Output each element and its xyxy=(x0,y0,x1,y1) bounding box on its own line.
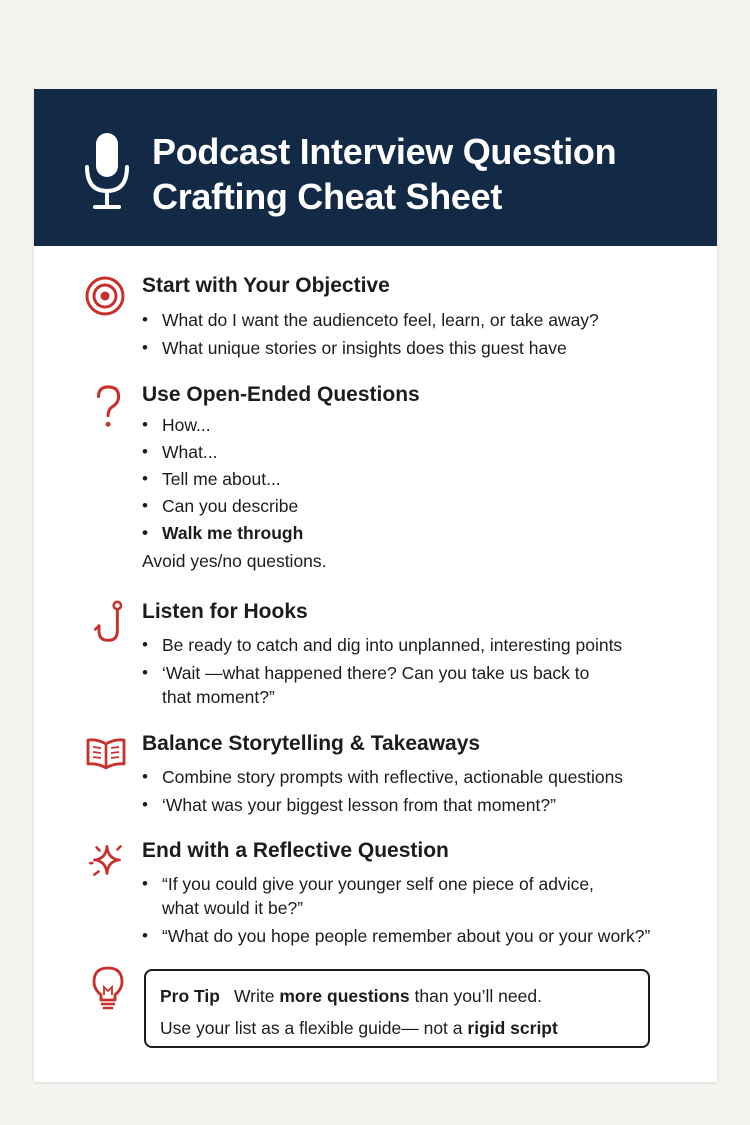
tip-emphasis: rigid script xyxy=(467,1018,558,1038)
list-item: • “If you could give your younger self one piece of advice, xyxy=(142,872,650,896)
list-item: • Walk me through xyxy=(142,521,303,548)
section-heading: Listen for Hooks xyxy=(142,600,308,623)
list-item-continuation: that moment?” xyxy=(162,687,275,707)
list-item: • What... xyxy=(142,440,303,467)
header-banner xyxy=(34,89,717,246)
bullet-list xyxy=(142,872,650,948)
list-item: • ‘What was your biggest lesson from that moment?” xyxy=(142,793,623,817)
section-heading: Balance Storytelling & Takeaways xyxy=(142,732,481,755)
list-item: • Combine story prompts with reflective, actionable questions xyxy=(142,765,623,789)
pro-tip-box xyxy=(144,969,650,1048)
section-note: Avoid yes/no questions. xyxy=(142,551,327,571)
cheat-sheet xyxy=(34,89,717,1082)
open-book-icon xyxy=(84,732,128,776)
question-mark-icon xyxy=(88,385,132,429)
title-line-1: Podcast Interview Question xyxy=(152,131,617,172)
bullet-list xyxy=(142,308,599,360)
tip-text: Use your list as a flexible guide— not a xyxy=(160,1018,468,1038)
section-heading: Use Open-Ended Questions xyxy=(142,383,420,406)
tip-text: than you’ll need. xyxy=(409,986,542,1006)
tip-line-1 xyxy=(160,986,542,1007)
sparkle-icon xyxy=(86,839,130,883)
list-item: • What do I want the audienceto feel, learn, or take away? xyxy=(142,308,599,332)
list-item: • What unique stories or insights does this guest have xyxy=(142,336,599,360)
list-item: • Tell me about... xyxy=(142,467,303,494)
page-title xyxy=(152,129,616,219)
tip-label: Pro Tip xyxy=(160,986,220,1006)
bullet-list xyxy=(142,633,622,709)
bullet-list xyxy=(142,765,623,817)
list-item-continuation: what would it be?” xyxy=(162,898,304,918)
list-item: • Be ready to catch and dig into unplanned, interesting points xyxy=(142,633,622,657)
list-item: • How... xyxy=(142,413,303,440)
list-item: • “What do you hope people remember about you or your work?” xyxy=(142,924,650,948)
fish-hook-icon xyxy=(88,600,132,644)
list-item: • ‘Wait —what happened there? Can you take us back to xyxy=(142,661,622,685)
title-line-2: Crafting Cheat Sheet xyxy=(152,176,503,217)
list-item: • Can you describe xyxy=(142,494,303,521)
section-heading: End with a Reflective Question xyxy=(142,839,449,862)
tip-text: Write xyxy=(233,986,280,1006)
lightbulb-icon xyxy=(90,965,126,1011)
microphone-icon xyxy=(82,131,132,211)
bullet-list xyxy=(142,413,303,548)
target-icon xyxy=(84,275,128,319)
tip-line-2 xyxy=(160,1018,558,1039)
section-heading: Start with Your Objective xyxy=(142,274,390,297)
tip-emphasis: more questions xyxy=(279,986,410,1006)
